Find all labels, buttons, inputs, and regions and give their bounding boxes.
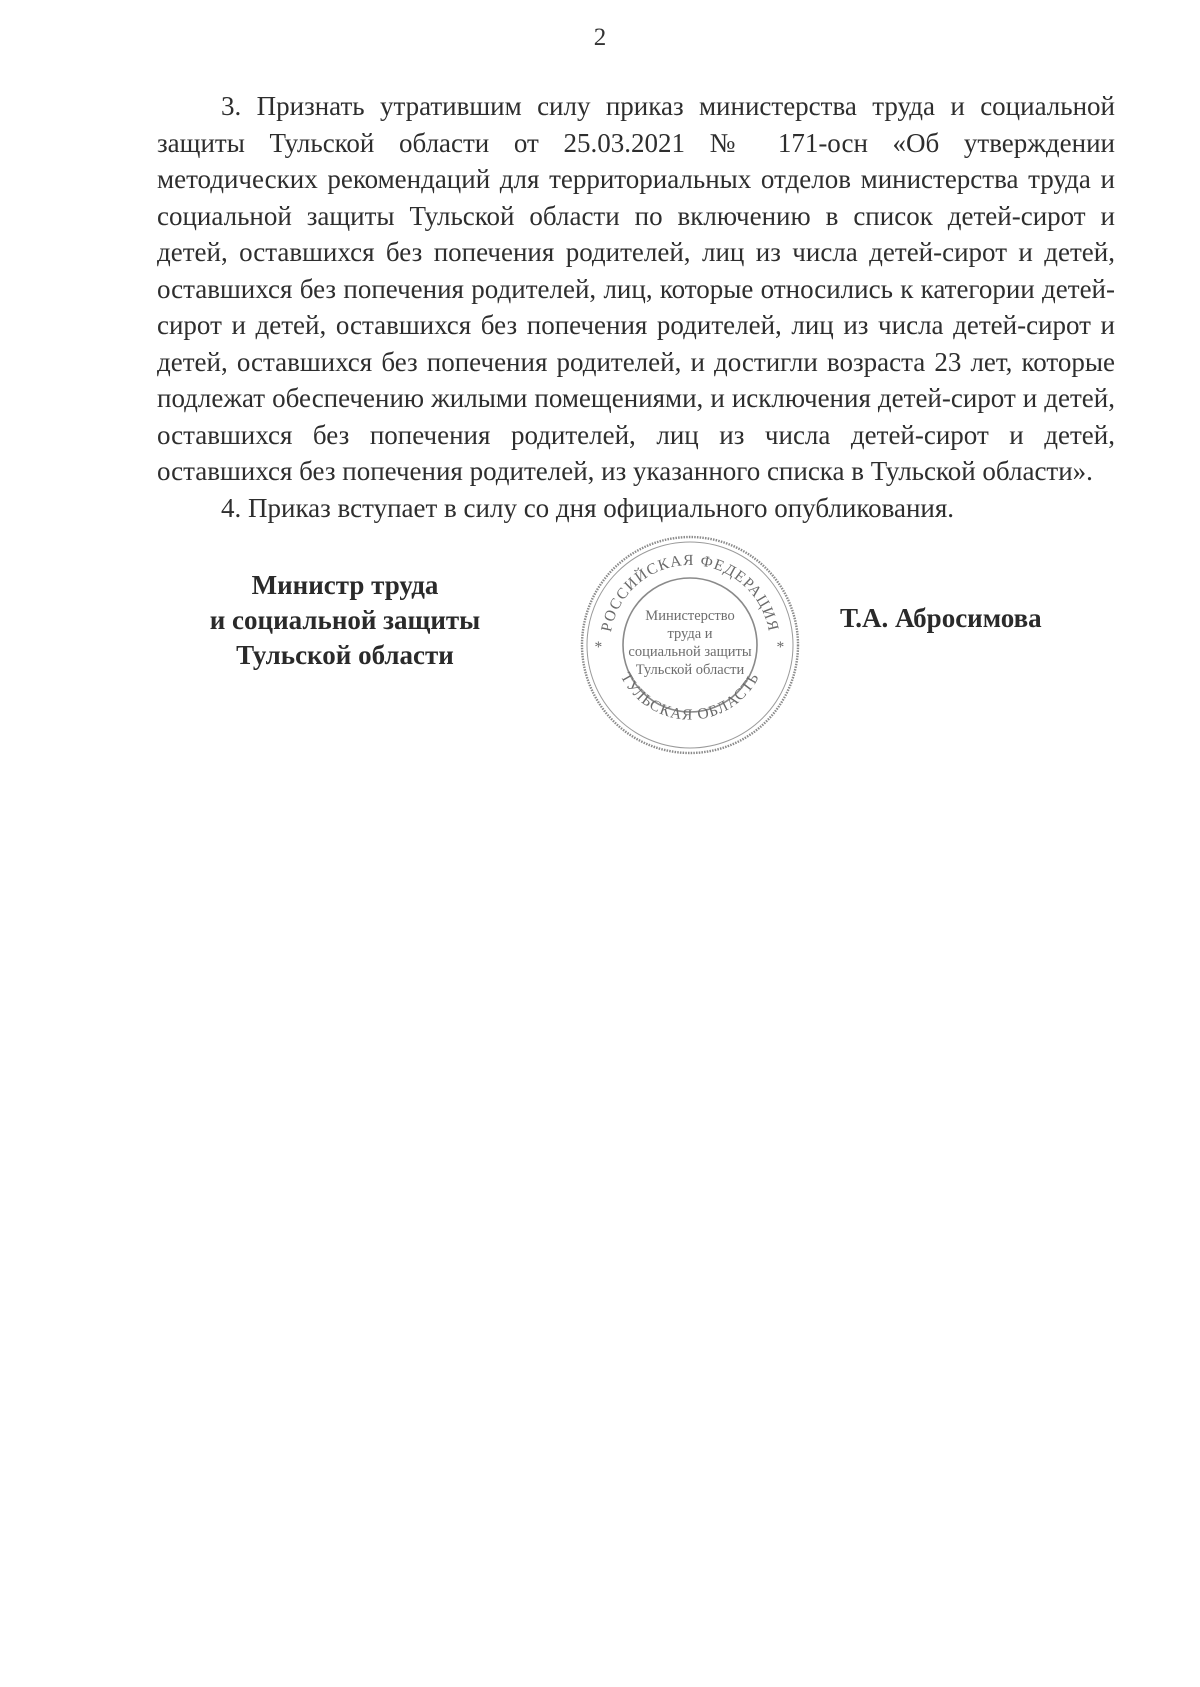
- stamp-center-line: Министерство: [645, 608, 735, 624]
- signature-block: [0, 530, 1200, 730]
- signer-title-line: и социальной защиты: [209, 605, 481, 635]
- signer-title-line: Тульской области: [236, 640, 454, 670]
- stamp-icon: [575, 530, 805, 760]
- page-number: 2: [593, 24, 607, 51]
- stamp-center-line: социальной защиты: [628, 644, 752, 660]
- official-stamp: [575, 530, 805, 760]
- document-body: [157, 88, 1115, 526]
- signer-title: [180, 568, 510, 673]
- signer-name: Т.А. Абросимова: [840, 603, 1042, 633]
- stamp-center-line: труда и: [667, 626, 713, 642]
- stamp-bottom-text: ТУЛЬСКАЯ ОБЛАСТЬ: [616, 669, 763, 724]
- stamp-star-icon: *: [594, 639, 604, 656]
- paragraph-item-3: 3. Признать утратившим силу приказ министерства труда и социальной защиты Тульской области от 25.03.2021 № 171-осн «Об утверждении методических рекомендаций для территориальных отделов министерства труда и социальной защиты Тульской области по включению в список детей-сирот и детей, оставшихся без попечения родителей, лиц из числа детей-сирот и детей, оставшихся без попечения родителей, лиц, которые относились к категории детей-сирот и детей, оставшихся без попечения родителей, лиц из числа детей-сирот и детей, оставшихся без попечения родителей, и достигли возраста 23 лет, которые подлежат обеспечению жилыми помещениями, и исключения детей-сирот и детей, оставшихся без попечения родителей, лиц из числа детей-сирот и детей, оставшихся без попечения родителей, из указанного списка в Тульской области».: [157, 91, 1115, 486]
- paragraph-item-4: 4. Приказ вступает в силу со дня официального опубликования.: [221, 492, 955, 523]
- signer-title-line: Министр труда: [251, 570, 439, 600]
- stamp-outer-text: РОССИЙСКАЯ ФЕДЕРАЦИЯ: [598, 551, 782, 634]
- stamp-star-icon: *: [776, 639, 786, 656]
- stamp-center-line: Тульской области: [635, 662, 745, 678]
